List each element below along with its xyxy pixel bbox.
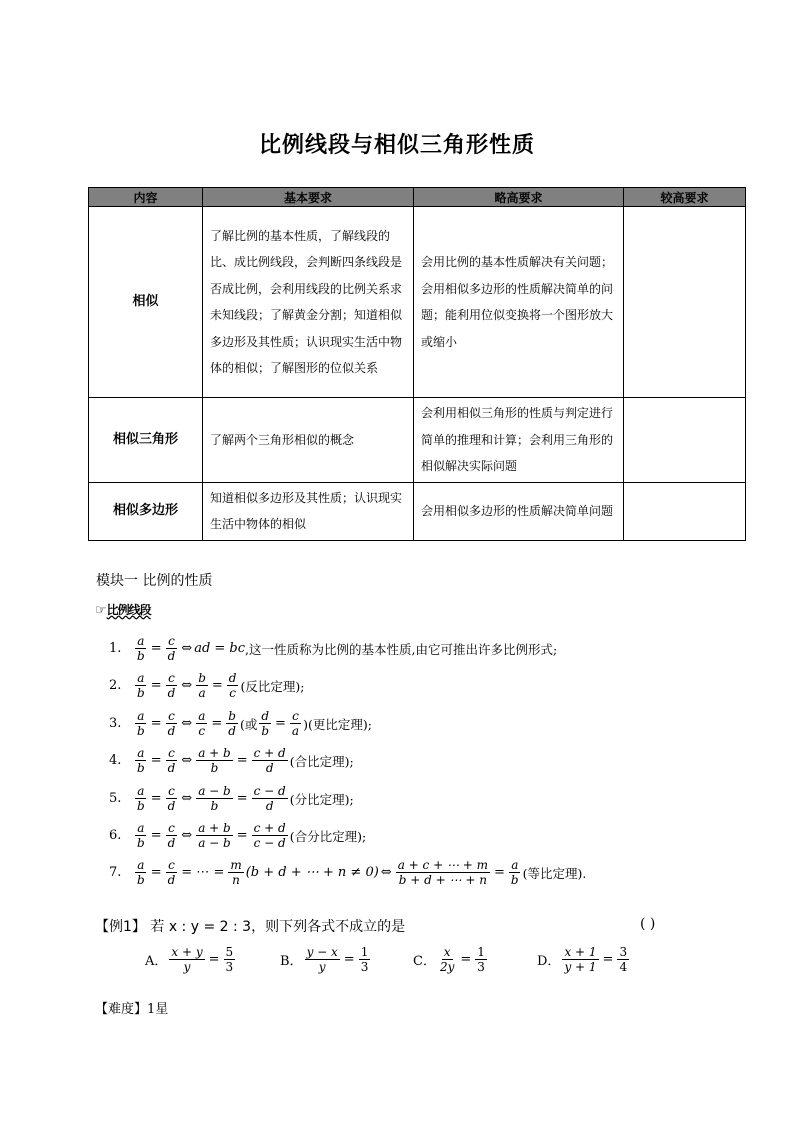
row-advanced: 会用比例的基本性质解决有关问题；会用相似多边形的性质解决简单的问题；能利用位似变换将一个图形放大或缩小 bbox=[414, 207, 624, 398]
difficulty-label: 【难度】1星 bbox=[95, 1002, 169, 1017]
example-text: 若 x : y = 2 : 3，则下列各式不成立的是 bbox=[150, 919, 406, 935]
page-title: 比例线段与相似三角形性质 bbox=[258, 133, 535, 158]
pointing-hand-icon: ☞ bbox=[95, 603, 107, 618]
header-advanced: 略高要求 bbox=[414, 188, 624, 207]
choice-b: B． $\frac{y - x}{y}$ = $\frac{1}{3}$ bbox=[280, 945, 369, 974]
row-basic: 知道相似多边形及其性质；认识现实生活中物体的相似 bbox=[203, 482, 414, 540]
row-higher bbox=[624, 482, 746, 540]
row-name: 相似三角形 bbox=[89, 398, 203, 483]
requirements-table bbox=[88, 187, 746, 541]
row-advanced: 会利用相似三角形的性质与判定进行简单的推理和计算；会利用三角形的相似解决实际问题 bbox=[414, 398, 624, 483]
property-1: 1. $\frac{a}{b}$ = $\frac{c}{d}$ ⇔ ad = bc ,这一性质称为比例的基本性质,由它可推出许多比例形式; bbox=[109, 634, 558, 663]
row-name: 相似 bbox=[89, 207, 203, 398]
table-row bbox=[89, 482, 746, 540]
equation-ad-bc: ad = bc bbox=[194, 641, 246, 656]
table-row bbox=[89, 398, 746, 483]
property-3: 3. $\frac{a}{b}$ = $\frac{c}{d}$ ⇔ $\frac{a}{c}$ = $\frac{b}{d}$ (或 $\frac{d}{b}$ = $\frac{c}{a}$ )(更比定理); bbox=[109, 709, 372, 738]
section-label: 比例线段 bbox=[106, 603, 151, 617]
header-higher: 较高要求 bbox=[624, 188, 746, 207]
property-6: 6. $\frac{a}{b}$ = $\frac{c}{d}$ ⇔ $\frac{a + b}{a - b}$ = $\frac{c + d}{c - d}$ (合分比定理); bbox=[109, 821, 367, 850]
choice-d: D． $\frac{x + 1}{y + 1}$ = $\frac{3}{4}$ bbox=[537, 945, 628, 974]
table-row bbox=[89, 207, 746, 398]
example-question bbox=[95, 916, 405, 936]
example-label: 【例1】 bbox=[95, 919, 146, 935]
table-header-row bbox=[89, 188, 746, 207]
section-title bbox=[95, 601, 151, 618]
property-4: 4. $\frac{a}{b}$ = $\frac{c}{d}$ ⇔ $\frac{a + b}{b}$ = $\frac{c + d}{d}$ (合比定理); bbox=[109, 746, 354, 775]
row-basic: 了解两个三角形相似的概念 bbox=[203, 398, 414, 483]
choice-c: C． $\frac{x}{2y}$ = $\frac{1}{3}$ bbox=[413, 945, 485, 974]
module-title: 模块一 比例的性质 bbox=[96, 573, 213, 589]
answer-blank: ( ) bbox=[640, 916, 656, 932]
property-2: 2. $\frac{a}{b}$ = $\frac{c}{d}$ ⇔ $\frac{b}{a}$ = $\frac{d}{c}$ (反比定理); bbox=[109, 671, 305, 700]
row-basic: 了解比例的基本性质，了解线段的比、成比例线段，会判断四条线段是否成比例，会利用线段的比例关系求未知线段；了解黄金分割；知道相似多边形及其性质；认识现实生活中物体的相似；了解图形的位似关系 bbox=[203, 207, 414, 398]
property-5: 5. $\frac{a}{b}$ = $\frac{c}{d}$ ⇔ $\frac{a - b}{b}$ = $\frac{c - d}{d}$ (分比定理); bbox=[109, 784, 354, 813]
header-basic: 基本要求 bbox=[203, 188, 414, 207]
property-7: 7. $\frac{a}{b}$ = $\frac{c}{d}$ = ⋯ = $\frac{m}{n}$ (b + d + ⋯ + n ≠ 0) ⇔ $\frac{a + c + \cdots + m}{b + d + \cdots + n}$ = $\frac{a}{b}$ (等比定理). bbox=[109, 858, 587, 887]
header-content: 内容 bbox=[89, 188, 203, 207]
row-higher bbox=[624, 207, 746, 398]
row-advanced: 会用相似多边形的性质解决简单问题 bbox=[414, 482, 624, 540]
row-name: 相似多边形 bbox=[89, 482, 203, 540]
choice-a: A． $\frac{x + y}{y}$ = $\frac{5}{3}$ bbox=[145, 945, 234, 974]
row-higher bbox=[624, 398, 746, 483]
